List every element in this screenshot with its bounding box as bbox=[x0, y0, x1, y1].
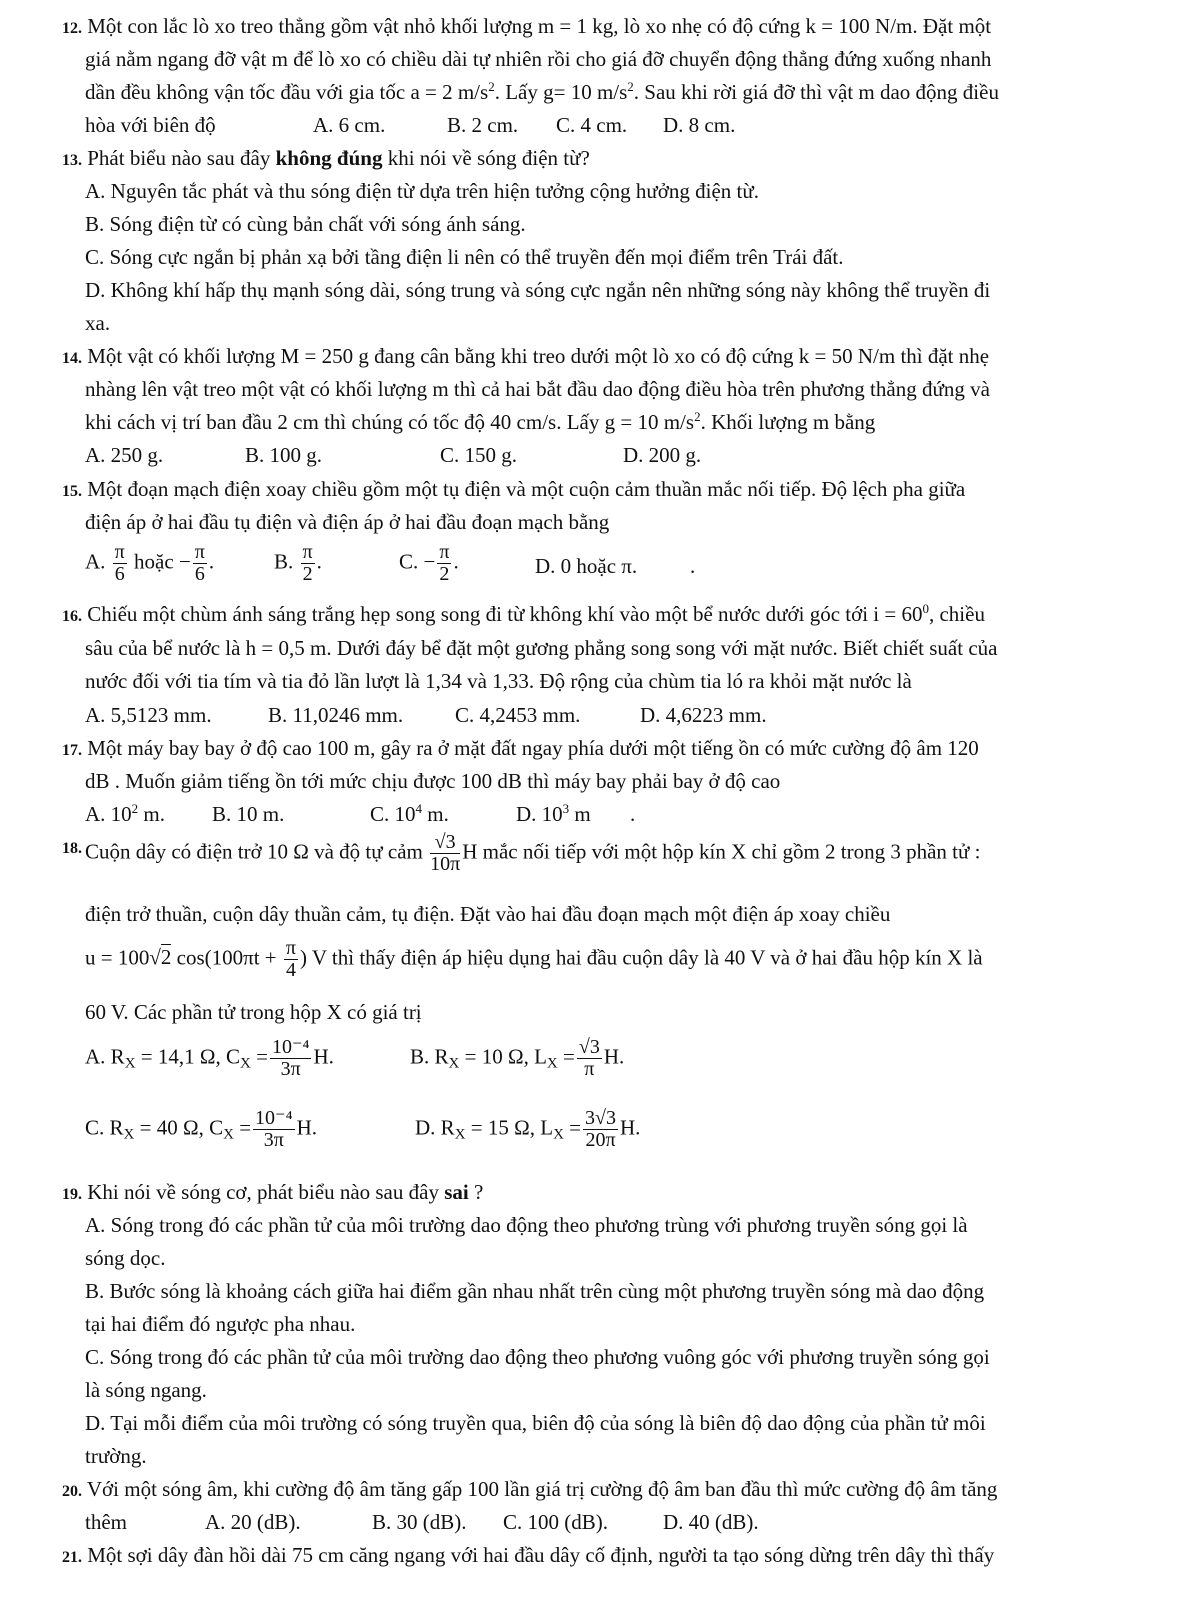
q12-line3: dần đều không vận tốc đầu với gia tốc a = 2 $m/s^2$. Lấy g= 10 $m/s^2$. Sau khi rời giá đỡ thì vật m dao động điều bbox=[85, 79, 999, 104]
q18-option-b: B. $R_X = 10$ Ω, $L_X$ = $\frac{√3}{\pi}$ H. bbox=[410, 1036, 625, 1080]
q19-option-b-cont: tại hai điểm đó ngược pha nhau. bbox=[85, 1312, 356, 1336]
q14-option-a: A. 250 g. bbox=[85, 443, 164, 467]
q21-number: 21. bbox=[62, 1549, 82, 1566]
q18-line4: 60 V. Các phần tử trong hộp X có giá trị bbox=[85, 1000, 422, 1024]
q17-option-d: D. $10^3$ m bbox=[516, 801, 591, 826]
q17-option-b: B. 10 m. bbox=[212, 802, 285, 826]
q16-number: 16. bbox=[62, 608, 82, 625]
q20-number: 20. bbox=[62, 1483, 82, 1500]
q16-option-d: D. 4,6223 mm. bbox=[640, 703, 767, 727]
q17-line1: 17. Một máy bay bay ở độ cao 100 m, gây ra ở mặt đất ngay phía dưới một tiếng ồn có mức cường độ âm 120 bbox=[62, 736, 979, 760]
q20-line2: thêm bbox=[85, 1510, 127, 1534]
q18-option-c: C. $R_X = 40$ Ω, $C_X$ = $\frac{\text{10⁻⁴}}{3\pi}$ H. bbox=[85, 1107, 317, 1151]
q14-option-c: C. 150 g. bbox=[440, 443, 518, 467]
q16-option-b: B. 11,0246 mm. bbox=[268, 703, 404, 727]
q12-line4: hòa với biên độ bbox=[85, 113, 216, 137]
q13-number: 13. bbox=[62, 152, 82, 169]
q19-option-a-cont: sóng dọc. bbox=[85, 1246, 166, 1270]
q16-option-a: A. 5,5123 mm. bbox=[85, 703, 212, 727]
q17-trailing-dot: . bbox=[630, 802, 636, 826]
q16-line2: sâu của bể nước là h = 0,5 m. Dưới đáy bể đặt một gương phẳng song song với mặt nước. Biết chiết suất của bbox=[85, 636, 998, 660]
q17-number: 17. bbox=[62, 742, 82, 759]
q18-number-line bbox=[62, 834, 82, 859]
q14-line3: khi cách vị trí ban đầu 2 cm thì chúng có tốc độ 40 cm/s. Lấy g = 10 $m/s^2$. Khối lượng m bằng bbox=[85, 409, 876, 434]
q16-line1: 16. Chiếu một chùm ánh sáng trắng hẹp song song đi từ không khí vào một bể nước dưới góc tới $i = 60^0$, chiều bbox=[62, 601, 985, 626]
q18-option-a: A. $R_X = 14,1$ Ω, $C_X$ = $\frac{\text{10⁻⁴}}{3\pi}$ H. bbox=[85, 1036, 334, 1080]
q13-option-b: B. Sóng điện từ có cùng bản chất với sóng ánh sáng. bbox=[85, 212, 526, 236]
q12-number: 12. bbox=[62, 20, 82, 37]
q14-number: 14. bbox=[62, 350, 82, 367]
q13-option-d: D. Không khí hấp thụ mạnh sóng dài, sóng trung và sóng cực ngắn nên những sóng này không thể truyền đi bbox=[85, 278, 991, 302]
q12-line2: giá nằm ngang đỡ vật m để lò xo có chiều dài tự nhiên rồi cho giá đỡ chuyển động thẳng đứng xuống nhanh bbox=[85, 47, 992, 71]
q12-line1 bbox=[62, 14, 991, 39]
q14-line2: nhàng lên vật treo một vật có khối lượng m thì cả hai bắt đầu dao động điều hòa trên phương thẳng đứng và bbox=[85, 377, 990, 401]
q15-option-d: D. 0 hoặc π. bbox=[535, 554, 638, 578]
q12-option-a: A. 6 cm. bbox=[313, 113, 386, 137]
q12-option-d: D. 8 cm. bbox=[663, 113, 736, 137]
q17-line2: dB . Muốn giảm tiếng ồn tới mức chịu được 100 dB thì máy bay phải bay ở độ cao bbox=[85, 769, 781, 793]
q15-option-b: B. $\frac{\pi}{2}$ . bbox=[274, 541, 322, 585]
q19-option-d-cont: trường. bbox=[85, 1444, 147, 1468]
q16-option-c: C. 4,2453 mm. bbox=[455, 703, 581, 727]
q17-option-c: C. $10^4$ m. bbox=[370, 801, 449, 826]
q17-option-a: A. $10^2$ m. bbox=[85, 801, 166, 826]
q20-option-b: B. 30 (dB). bbox=[372, 1510, 467, 1534]
q14-line1: 14. Một vật có khối lượng M = 250 g đang cân bằng khi treo dưới một lò xo có độ cứng k = 50 N/m thì đặt nhẹ bbox=[62, 344, 990, 368]
q12-text: Một con lắc lò xo treo thẳng gồm vật nhỏ khối lượng m = 1 kg, lò xo nhẹ có độ cứng k = 100 N/m. Đặt một bbox=[87, 14, 992, 38]
q18-line1: Cuộn dây có điện trở 10 Ω và độ tự cảm $\frac{√3}{10\pi}$ H mắc nối tiếp với một hộp kín X chỉ gồm 2 trong 3 phần tử : bbox=[85, 831, 981, 875]
q12-option-c: C. 4 cm. bbox=[556, 113, 628, 137]
q18-number: 18. bbox=[62, 840, 82, 857]
q14-option-d: D. 200 g. bbox=[623, 443, 702, 467]
q19-option-b: B. Bước sóng là khoảng cách giữa hai điểm gần nhau nhất trên cùng một phương truyền sóng mà dao động bbox=[85, 1279, 985, 1303]
q13-option-c: C. Sóng cực ngắn bị phản xạ bởi tầng điện li nên có thể truyền đến mọi điểm trên Trái đất. bbox=[85, 245, 844, 269]
q14-option-b: B. 100 g. bbox=[245, 443, 323, 467]
q15-line2: điện áp ở hai đầu tụ điện và điện áp ở hai đầu đoạn mạch bằng bbox=[85, 510, 610, 534]
q18-line2: điện trở thuần, cuộn dây thuần cảm, tụ điện. Đặt vào hai đầu đoạn mạch một điện áp xoay chiều bbox=[85, 902, 891, 926]
q16-line3: nước đối với tia tím và tia đỏ lần lượt là 1,34 và 1,33. Độ rộng của chùm tia ló ra khỏi mặt nước là bbox=[85, 669, 912, 693]
q19-option-c: C. Sóng trong đó các phần tử của môi trường dao động theo phương vuông góc với phương truyền sóng gọi bbox=[85, 1345, 990, 1369]
q19-option-d: D. Tại mỗi điểm của môi trường có sóng truyền qua, biên độ của sóng là biên độ dao động của phần tử môi bbox=[85, 1411, 986, 1435]
q20-option-a: A. 20 (dB). bbox=[205, 1510, 301, 1534]
q20-line1: 20. Với một sóng âm, khi cường độ âm tăng gấp 100 lần giá trị cường độ âm ban đầu thì mức cường độ âm tăng bbox=[62, 1477, 998, 1501]
q13-option-a: A. Nguyên tắc phát và thu sóng điện từ dựa trên hiện tưởng cộng hưởng điện từ. bbox=[85, 179, 759, 203]
q18-option-d: D. $R_X = 15$ Ω, $L_X$ = $\frac{3√3}{20\pi}$ H. bbox=[415, 1107, 641, 1151]
q19-stem: 19. Khi nói về sóng cơ, phát biểu nào sau đây sai ? bbox=[62, 1180, 484, 1204]
q15-option-c: C. − $\frac{\pi}{2}$ . bbox=[399, 541, 459, 585]
q18-voltage-line: u = 100√2 cos(100πt + $\frac{\pi}{4}$ ) V thì thấy điện áp hiệu dụng hai đầu cuộn dây là 40 V và ở hai đầu hộp kín X là bbox=[85, 937, 983, 981]
q13-option-d-cont: xa. bbox=[85, 311, 111, 335]
q12-option-b: B. 2 cm. bbox=[447, 113, 519, 137]
q20-option-d: D. 40 (dB). bbox=[663, 1510, 759, 1534]
q21-line1: 21. Một sợi dây đàn hồi dài 75 cm căng ngang với hai đầu dây cố định, người ta tạo sóng dừng trên dây thì thấy bbox=[62, 1543, 995, 1567]
q13-stem: 13. Phát biểu nào sau đây không đúng khi nói về sóng điện từ? bbox=[62, 146, 590, 170]
q15-trailing-dot: . bbox=[690, 554, 696, 578]
q15-number: 15. bbox=[62, 483, 82, 500]
q19-number: 19. bbox=[62, 1186, 82, 1203]
q19-option-a: A. Sóng trong đó các phần tử của môi trường dao động theo phương trùng với phương truyền sóng gọi là bbox=[85, 1213, 968, 1237]
q15-line1: 15. Một đoạn mạch điện xoay chiều gồm một tụ điện và một cuộn cảm thuần mắc nối tiếp. Độ lệch pha giữa bbox=[62, 477, 966, 501]
q20-option-c: C. 100 (dB). bbox=[503, 1510, 608, 1534]
q15-option-a: A. $\frac{\pi}{6}$ hoặc − $\frac{\pi}{6}$ . bbox=[85, 541, 215, 585]
q19-option-c-cont: là sóng ngang. bbox=[85, 1378, 207, 1402]
